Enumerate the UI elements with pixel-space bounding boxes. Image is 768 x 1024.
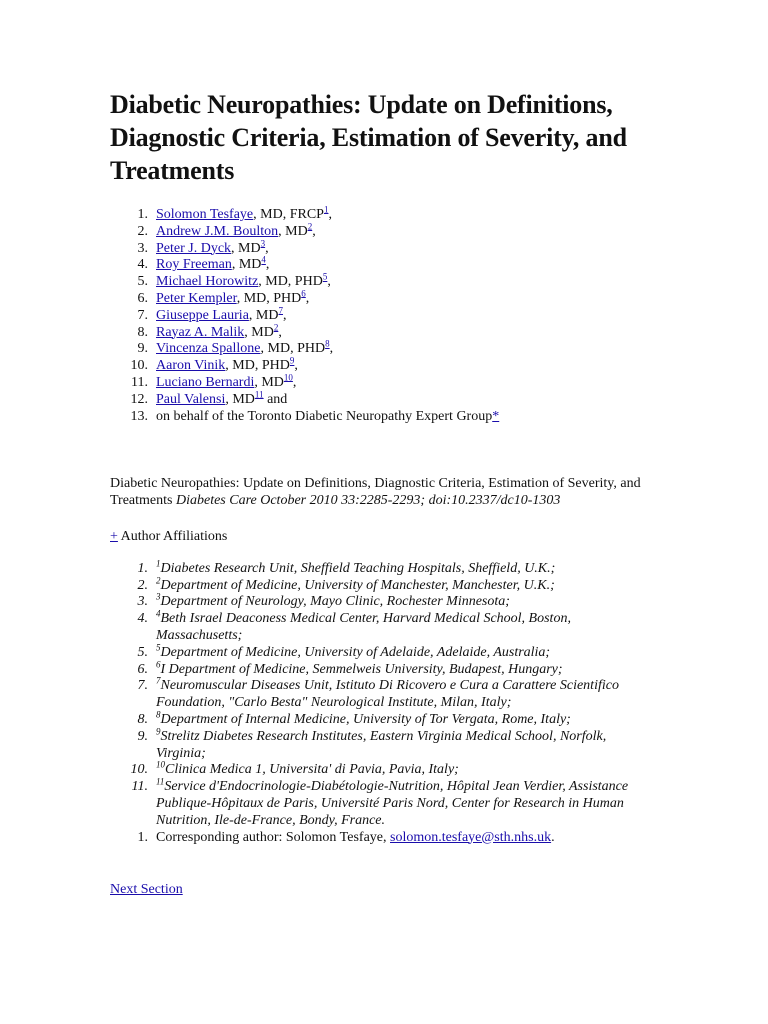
affiliation-item: 3. $^3$Department of Neurology, Mayo Clinic, Rochester Minnesota;	[137, 591, 510, 610]
author-link[interactable]: Vincenza Spallone	[156, 341, 261, 357]
author-item: 10. Aaron Vinik, MD, PHD$^9$,	[130, 355, 298, 374]
document-page	[110, 88, 650, 899]
affiliations-label: Author Affiliations	[117, 528, 228, 544]
author-link[interactable]: Solomon Tesfaye	[156, 207, 254, 222]
affiliation-item: 10. $^{10}$Clinica Medica 1, Universita' di Pavia, Pavia, Italy;	[130, 759, 459, 778]
affiliation-ref-link[interactable]: 2	[273, 321, 279, 332]
author-link[interactable]: Giuseppe Lauria	[156, 307, 249, 323]
author-link[interactable]: Andrew J.M. Boulton	[156, 223, 279, 239]
corresponding-email-link[interactable]: solomon.tesfaye@sth.nhs.uk	[390, 829, 552, 845]
affiliation-list	[110, 558, 650, 847]
author-item: 2. Andrew J.M. Boulton, MD$^2$,	[137, 221, 316, 239]
affiliation-ref-link[interactable]: 3	[260, 237, 266, 248]
author-item: 8. Rayaz A. Malik, MD$^2$,	[137, 321, 282, 340]
affiliation-item: 11. $^{11}$Service d'Endocrinologie-Diabétologie-Nutrition, Hôpital Jean Verdier, Assistance Publique-Hôpitaux de Paris, Université Paris Nord, Center for Research in Human Nutrition, Ile-de-France, Bondy, France.	[131, 776, 629, 828]
affiliation-ref-link[interactable]: 1	[323, 204, 329, 215]
affiliation-item: 7. $^7$Neuromuscular Diseases Unit, Istituto Di Ricovero e Cura a Carattere Scientifico Foundation, "Carlo Besta" Neurological Institute, Milan, Italy;	[137, 675, 619, 711]
affiliation-ref-link[interactable]: 8	[325, 338, 330, 349]
author-item: 9. Vincenza Spallone, MD, PHD$^8$,	[137, 338, 334, 357]
affiliation-item: 1. $^1$Diabetes Research Unit, Sheffield Teaching Hospitals, Sheffield, U.K.;	[137, 558, 556, 576]
article-title: Diabetic Neuropathies: Update on Definitions, Diagnostic Criteria, Estimation of Severity, and Treatments	[110, 90, 627, 185]
author-link[interactable]: Peter J. Dyck	[156, 240, 232, 256]
affiliation-ref-link[interactable]: 4	[261, 254, 266, 265]
author-affiliations-toggle	[110, 529, 650, 546]
citation	[110, 476, 650, 510]
affiliation-item: 9. $^9$Strelitz Diabetes Research Institutes, Eastern Virginia Medical School, Norfolk, Virginia;	[137, 726, 607, 761]
affiliation-ref-link[interactable]: 6	[301, 288, 306, 299]
affiliation-item: 4. $^4$Beth Israel Deaconess Medical Center, Harvard Medical School, Boston, Massachusetts;	[137, 608, 571, 643]
affiliation-ref-link[interactable]: 9	[289, 355, 295, 366]
author-item: 4. Roy Freeman, MD$^4$,	[137, 254, 270, 273]
author-group-item: 13. on behalf of the Toronto Diabetic Neuropathy Expert Group*	[130, 408, 500, 424]
author-list	[110, 204, 650, 425]
author-link[interactable]: Aaron Vinik	[156, 358, 226, 374]
author-link[interactable]: Luciano Bernardi	[156, 374, 255, 390]
author-link[interactable]: Rayaz A. Malik	[156, 324, 245, 340]
expand-toggle-link[interactable]: +	[110, 528, 118, 544]
author-link[interactable]: Michael Horowitz	[156, 274, 259, 290]
affiliation-item: 6. $^6$I Department of Medicine, Semmelweis University, Budapest, Hungary;	[137, 658, 563, 677]
affiliation-ref-link[interactable]: 2	[307, 221, 313, 232]
affiliation-item: 2. $^2$Department of Medicine, University of Manchester, Manchester, U.K.;	[137, 574, 555, 593]
author-link[interactable]: Peter Kempler	[156, 290, 237, 306]
author-item: 5. Michael Horowitz, MD, PHD$^5$,	[137, 271, 331, 290]
author-item: 12. Paul Valensi, MD$^{11}$ and	[130, 389, 288, 407]
author-link[interactable]: Paul Valensi	[156, 391, 226, 407]
next-section-nav	[110, 882, 650, 899]
author-item: 11. Luciano Bernardi, MD$^{10}$,	[131, 372, 297, 390]
citation-journal: Diabetes Care October 2010 33:2285-2293; doi:10.2337/dc10-1303	[175, 493, 561, 509]
author-item: 7. Giuseppe Lauria, MD$^7$,	[137, 305, 287, 323]
affiliation-ref-link[interactable]: 10	[283, 372, 293, 383]
author-item: 3. Peter J. Dyck, MD$^3$,	[137, 237, 269, 256]
author-group-footnote-link[interactable]: *	[492, 408, 500, 424]
author-item: 6. Peter Kempler, MD, PHD$^6$,	[137, 288, 310, 306]
affiliation-ref-link[interactable]: 7	[278, 305, 283, 316]
affiliation-item: 5. $^5$Department of Medicine, University of Adelaide, Adelaide, Australia;	[137, 642, 551, 660]
next-section-link[interactable]: Next Section	[110, 882, 183, 898]
corresponding-author-item: 1. Corresponding author: Solomon Tesfaye, solomon.tesfaye@sth.nhs.uk.	[137, 829, 555, 845]
author-item: 1. Solomon Tesfaye, MD, FRCP$^1$,	[137, 204, 332, 222]
citation-text: Diabetic Neuropathies: Update on Definitions, Diagnostic Criteria, Estimation of Severity, and Treatments	[110, 476, 641, 509]
affiliation-ref-link[interactable]: 11	[254, 389, 264, 400]
author-link[interactable]: Roy Freeman	[156, 257, 232, 273]
affiliation-item: 8. $^8$Department of Internal Medicine, University of Tor Vergata, Rome, Italy;	[137, 709, 571, 727]
affiliation-ref-link[interactable]: 5	[322, 271, 328, 282]
